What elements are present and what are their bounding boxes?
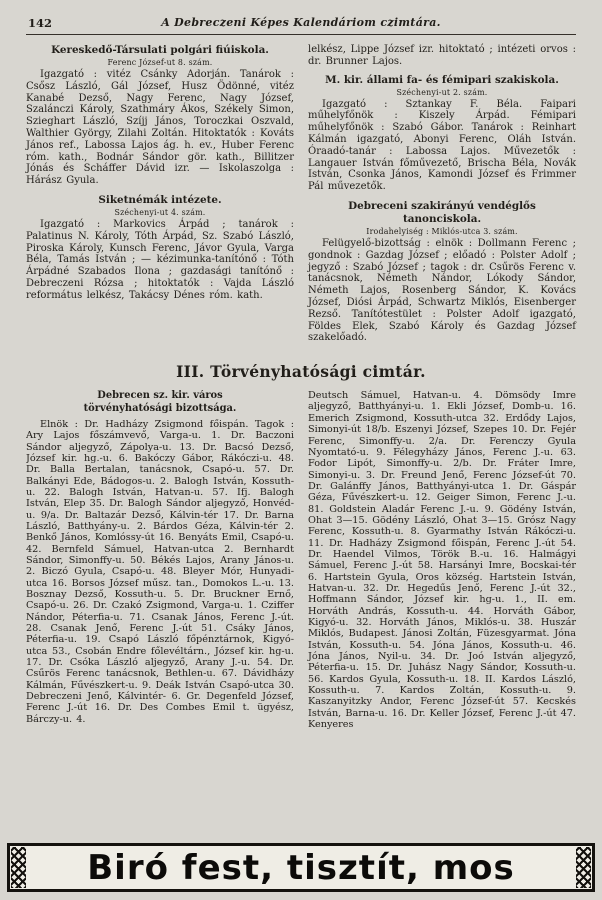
bottom-columns bbox=[26, 390, 576, 842]
entry-address: Széchenyi-ut 4. szám. bbox=[114, 207, 206, 217]
entry-address: Irodahelyiség : Miklós-utca 3. szám. bbox=[366, 226, 518, 236]
entry-body: Felügyelő-bizottság : elnök : Dollmann Ferenc ; gondnok : Gazdag József ; előadó : Polster Adolf ; jegyző : Szabó József ; tagok : dr. Csűrös Ferenc v. tanácsnok, Németh Nándor, Lókody Sándor, Németh Lajos, Rosenberg Sándor, K. Kovács József, Diósi Árpád, Schwartz Miklós, Eisenberger Rezső. Tanítótestület : Polster Adolf igazgató, Földes Elek, Szabó Károly és Gazdag József szakelőadó. bbox=[308, 237, 576, 344]
page-header bbox=[26, 16, 576, 32]
directory-entry bbox=[26, 194, 294, 302]
bottom-column-left bbox=[26, 390, 294, 842]
continuation-paragraph: lelkész, Lippe József izr. hitoktató ; intézeti orvos : dr. Brunner Lajos. bbox=[308, 44, 576, 67]
banner-ornament-right-icon bbox=[576, 847, 591, 888]
entry-body: Igazgató : Sztankay F. Béla. Faipari műhelyfőnök : Kiszely Árpád. Fémipari műhelyfőnök : Szabó Gábor. Tanárok : Reinhart Kálmán igazgató, Abonyi Ferenc, Oláh István. Óraadó-tanár : Labossa Lajos. Művezetők : Langauer István főművezető, Brischa Béla, Novák István, Csonka János, Kamondi József és Frimmer Pál művezetők. bbox=[308, 98, 576, 193]
committee-heading: Debrecen sz. kir. város törvényhatósági bizottsága. bbox=[83, 390, 237, 414]
entry-title: Siketnémák intézete. bbox=[98, 193, 222, 206]
bottom-column-right bbox=[308, 390, 576, 842]
entry-body: Igazgató : Markovics Árpád ; tanárok : Palatinus N. Károly, Tóth Árpád, Sz. Szabó László, Piroska Károly, Kunsch Ferenc, Jávor Gyula, Varga Béla, Tamás István ; — kézimunka-tanítónő : Tóth Árpádné Szabados Ilona ; gazdasági tanítónő : Debreczeni Rózsa ; hitoktatók : Vajda László református lelkész, Takácsy Dénes róm. kath. bbox=[26, 218, 294, 301]
directory-entry bbox=[308, 74, 576, 193]
top-column-left bbox=[26, 44, 294, 351]
entry-address: Ferenc József-ut 8. szám. bbox=[107, 58, 213, 67]
ad-text: Biró fest, tisztít, mos bbox=[87, 847, 515, 888]
entry-body: Igazgató : vitéz Csánky Adorján. Tanárok : Csősz László, Gál József, Husz Ödönné, vitéz Kanabé Dezső, Nagy Ferenc, Nagy József, Szalánczi Károly, Szathmáry Ákos, Székely Simon, Szieghart László, Szíjj János, Toroczkai Oszvald, Walthier György, Zilahi Zoltán. Hitoktatók : Kováts János ref., Labossa Lajos ág. h. ev., Huber Ferenc róm. kath., Bodnár Sándor gör. kath., Billitzer Jónás és Scháffer Dávid izr. — Iskolaszolga : Hárász Gyula. bbox=[26, 69, 294, 187]
ad-banner bbox=[7, 843, 595, 892]
banner-ornament-left-icon bbox=[11, 847, 26, 888]
top-column-right bbox=[308, 44, 576, 351]
section-title: III. Törvényhatósági cimtár. bbox=[176, 362, 426, 382]
committee-left-text: Elnök : Dr. Hadházy Zsigmond főispán. Tagok : Ary Lajos főszámvevő, Varga-u. 1. Dr. Baczoni Sándor aljegyző, Zápolya-u. 13. Dr. Bacsó Dezső, József kir. hg.-u. 6. Bakóczy Gábor, Rákóczi-u. 48. Dr. Balla Bertalan, tanácsnok, Csapó-u. 57. Dr. Balkányi Ede, Bádogos-u. 2. Balogh István, Kossuth-u. 22. Balogh István, Hatvan-u. 57. Ifj. Balogh István, Elep 35. Dr. Balogh Sándor aljegyző, Honvéd-u. 9/a. Dr. Baltazár Dezső, Kálvin-tér 17. Dr. Barna László, Batthyány-u. 2. Bárdos Géza, Kálvin-tér 2. Benkő János, Komlóssy-út 16. Benyáts Emil, Csapó-u. 42. Bernfeld Sámuel, Hatvan-utca 2. Bernhardt Sándor, Simonffy-u. 50. Békés Lajos, Arany János-u. 2. Biczó Gyula, Csapó-u. 48. Bleyer Mór, Hunyadi-utca 16. Borsos József műsz. tan., Domokos L.-u. 13. Bosznay Dezső, Kossuth-u. 5. Dr. Bruckner Ernő, Csapó-u. 26. Dr. Czakó Zsigmond, Varga-u. 1. Cziffer Nándor, Péterfia-u. 71. Csanak János, Ferenc J.-út. 28. Csanak Jenő, Ferenc J.-út 51. Csáky János, Péterfia-u. 19. Csapó László főpénztárnok, Kigyó-utca 53., Csobán Endre főlevéltárn., József kir. hg-u. 17. Dr. Csóka László aljegyző, Arany J.-u. 54. Dr. Csűrös Ferenc tanácsnok, Bethlen-u. 67. Dávidházy Kálmán, Fűvészkert-u. 9. Deák István Csapó-utca 30. Debreczeni Jenő, Kálvintér- 6. Gr. Degenfeld József, Ferenc J.-út 16. Dr. Des Combes Emil t. ügyész, Bárczy-u. 4. bbox=[26, 418, 294, 725]
running-title: A Debreczeni Képes Kalendáriom czimtára. bbox=[161, 16, 441, 29]
entry-title: M. kir. állami fa- és fémipari szakiskola. bbox=[325, 73, 559, 86]
committee-right-text: Deutsch Sámuel, Hatvan-u. 4. Dömsödy Imre aljegyző, Batthyányi-u. 1. Ekli József, Domb-u. 16. Emerich Zsigmond, Kossuth-utca 32. Erdődy Lajos, Simonyi-út 18/b. Eszenyi József, Szepes 10. Dr. Fejér Ferenc, Simonffy-u. 2/a. Dr. Ferenczy Gyula Nyomtató-u. 9. Félegyházy János, Ferenc J.-u. 63. Fodor Lipót, Simonffy-u. 2/b. Dr. Fráter Imre, Simonyi-u. 3. Dr. Freund Jenő, Ferenc József-út 70. Dr. Galánffy János, Batthyányi-utca 1. Dr. Gáspár Géza, Fűvészkert-u. 12. Geiger Simon, Ferenc J.-u. 81. Goldstein Aladár Ferenc J.-u. 9. Gödény István, Ohat 3—15. Gödény László, Ohat 3—15. Grósz Nagy Ferenc, Kossuth-u. 8. Gyarmathy István Rákóczi-u. 11. Dr. Hadházy Zsigmond főispán, Ferenc J.-út 54. Dr. Haendel Vilmos, Török B.-u. 16. Halmágyi Sámuel, Ferenc J.-út 58. Harsányi Imre, Bocskai-tér 6. Hartstein Gyula, Oros község. Hartstein István, Hatvan-u. 32. Dr. Hegedűs Jenő, Ferenc J.-út 32., Hoffmann Sándor, József kir. hg-u. 1., II. em. Horváth András, Kossuth-u. 44. Horváth Gábor, Kigyó-u. 32. Horváth János, Miklós-u. 38. Huszár Miklós, Budapest. Jánosi Zoltán, Füzesgyarmat. Jóna István, Kossuth-u. 54. Jóna János, Kossuth-u. 46. Jóna János, Nyil-u. 34. Dr. Joó István aljegyző, Péterfia-u. 15. Dr. Juhász Nagy Sándor, Kossuth-u. 56. Kardos Gyula, Kossuth-u. 18. II. Kardos László, Kossuth-u. 7. Kardos Zoltán, Kossuth-u. 9. Kaszanyitzky Andor, Ferenc József-út 57. Kecskés István, Barna-u. 16. Dr. Keller József, Ferenc J.-út 47. Kenyeres bbox=[308, 390, 576, 731]
entry-address: Széchenyi-ut 2. szám. bbox=[396, 87, 488, 97]
entry-title: Debreceni szakirányú vendéglős tanonciskola. bbox=[348, 199, 536, 225]
header-rule bbox=[26, 34, 576, 35]
top-columns bbox=[26, 44, 576, 351]
entry-title: Kereskedő-Társulati polgári fiúiskola. bbox=[51, 44, 269, 56]
page-number: 142 bbox=[28, 16, 53, 30]
directory-entry bbox=[26, 44, 294, 187]
directory-entry bbox=[308, 200, 576, 344]
